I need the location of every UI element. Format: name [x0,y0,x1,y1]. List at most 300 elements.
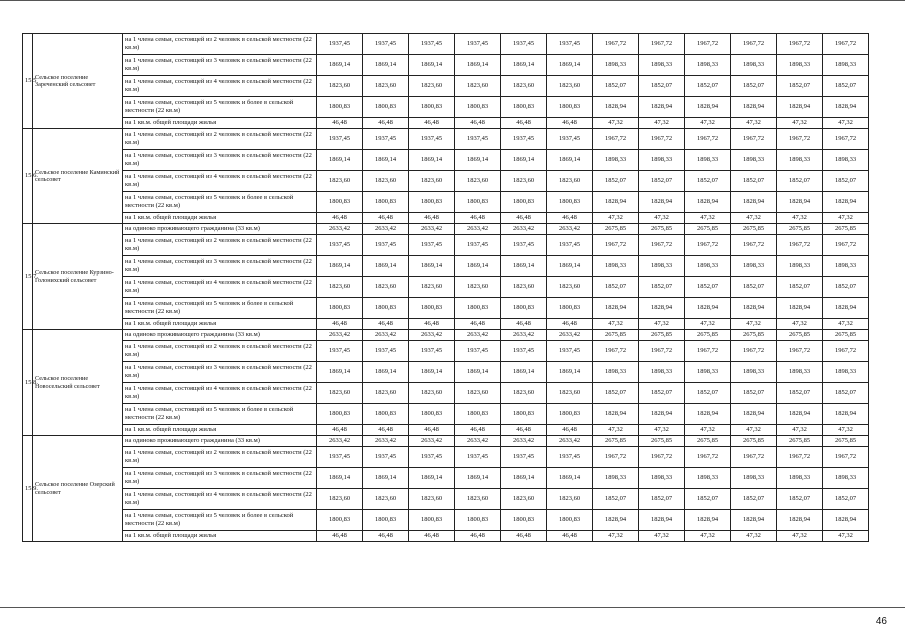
value-cell: 46,48 [409,213,455,224]
value-cell: 1828,94 [823,192,869,213]
value-cell: 1852,07 [777,277,823,298]
bottom-rule [0,607,905,608]
value-cell: 1937,45 [547,235,593,256]
table-row [23,510,869,531]
value-cell: 1967,72 [593,235,639,256]
value-cell: 46,48 [363,118,409,129]
value-cell: 1937,45 [317,341,363,362]
value-cell: 1967,72 [823,235,869,256]
value-cell: 47,32 [685,319,731,330]
value-cell: 2633,42 [455,436,501,447]
value-cell: 1898,33 [731,256,777,277]
group-number: 15.8. [23,330,33,436]
table-row [23,298,869,319]
value-cell: 1937,45 [455,235,501,256]
value-cell: 1869,14 [455,256,501,277]
value-cell: 1967,72 [685,447,731,468]
value-cell: 1869,14 [455,362,501,383]
value-cell: 1967,72 [685,341,731,362]
value-cell: 1967,72 [685,235,731,256]
value-cell: 47,32 [823,425,869,436]
value-cell: 1898,33 [823,362,869,383]
value-cell: 2633,42 [547,436,593,447]
value-cell: 1823,60 [547,171,593,192]
tariff-table [22,33,869,542]
value-cell: 1869,14 [317,256,363,277]
value-cell: 1852,07 [685,277,731,298]
value-cell: 1937,45 [501,341,547,362]
value-cell: 1967,72 [777,447,823,468]
value-cell: 1898,33 [823,55,869,76]
value-cell: 1937,45 [547,447,593,468]
value-cell: 1800,83 [455,97,501,118]
group-number: 15.6. [23,129,33,224]
value-cell: 1937,45 [363,129,409,150]
value-cell: 47,32 [685,118,731,129]
value-cell: 46,48 [501,213,547,224]
row-description: на 1 кв.м. общей площади жилья [123,425,317,436]
value-cell: 1852,07 [639,171,685,192]
value-cell: 46,48 [317,531,363,542]
value-cell: 1967,72 [823,341,869,362]
value-cell: 47,32 [731,213,777,224]
value-cell: 1852,07 [731,277,777,298]
value-cell: 1967,72 [593,341,639,362]
value-cell: 2675,85 [823,436,869,447]
value-cell: 1869,14 [363,256,409,277]
value-cell: 1937,45 [363,447,409,468]
value-cell: 2675,85 [823,330,869,341]
value-cell: 1869,14 [455,55,501,76]
value-cell: 1869,14 [409,55,455,76]
value-cell: 1852,07 [777,171,823,192]
value-cell: 1967,72 [593,447,639,468]
value-cell: 1869,14 [363,150,409,171]
value-cell: 1828,94 [593,97,639,118]
value-cell: 47,32 [777,118,823,129]
value-cell: 1823,60 [501,76,547,97]
value-cell: 1828,94 [731,192,777,213]
table-row [23,531,869,542]
value-cell: 1869,14 [363,362,409,383]
value-cell: 1852,07 [593,76,639,97]
value-cell: 1898,33 [777,150,823,171]
row-description: на 1 члена семьи, состоящей из 2 человек в сельской местности (22 кв.м) [123,34,317,55]
table-row [23,118,869,129]
value-cell: 2675,85 [593,330,639,341]
value-cell: 1828,94 [731,97,777,118]
value-cell: 46,48 [455,425,501,436]
value-cell: 1937,45 [409,129,455,150]
settlement-name: Сельское поселение Каминский сельсовет [33,129,123,224]
row-description: на 1 члена семьи, состоящей из 4 человек в сельской местности (22 кв.м) [123,277,317,298]
value-cell: 1800,83 [317,404,363,425]
value-cell: 1898,33 [777,55,823,76]
value-cell: 1852,07 [777,76,823,97]
value-cell: 46,48 [317,425,363,436]
value-cell: 2633,42 [363,330,409,341]
value-cell: 1828,94 [639,510,685,531]
value-cell: 1869,14 [409,150,455,171]
value-cell: 1898,33 [639,362,685,383]
value-cell: 2633,42 [547,224,593,235]
value-cell: 1828,94 [823,510,869,531]
value-cell: 1898,33 [639,150,685,171]
row-description: на 1 члена семьи, состоящей из 2 человек в сельской местности (22 кв.м) [123,129,317,150]
value-cell: 1869,14 [409,468,455,489]
value-cell: 1869,14 [501,468,547,489]
value-cell: 1967,72 [639,129,685,150]
value-cell: 1828,94 [731,404,777,425]
value-cell: 47,32 [639,213,685,224]
value-cell: 2675,85 [731,436,777,447]
row-description: на 1 члена семьи, состоящей из 4 человек в сельской местности (22 кв.м) [123,383,317,404]
value-cell: 1898,33 [823,468,869,489]
value-cell: 1823,60 [317,277,363,298]
value-cell: 2675,85 [777,330,823,341]
value-cell: 1800,83 [317,510,363,531]
value-cell: 46,48 [317,319,363,330]
value-cell: 1898,33 [639,55,685,76]
value-cell: 1869,14 [317,150,363,171]
value-cell: 1823,60 [501,383,547,404]
value-cell: 1800,83 [547,404,593,425]
value-cell: 1800,83 [455,404,501,425]
value-cell: 1823,60 [317,489,363,510]
value-cell: 2675,85 [731,330,777,341]
value-cell: 47,32 [823,213,869,224]
value-cell: 47,32 [777,213,823,224]
value-cell: 1937,45 [409,235,455,256]
value-cell: 47,32 [639,531,685,542]
value-cell: 1937,45 [363,34,409,55]
value-cell: 1967,72 [731,447,777,468]
value-cell: 1852,07 [639,489,685,510]
value-cell: 1898,33 [823,150,869,171]
row-description: на 1 члена семьи, состоящей из 5 человек и более в сельской местности (22 кв.м) [123,404,317,425]
value-cell: 1852,07 [777,489,823,510]
value-cell: 47,32 [777,425,823,436]
value-cell: 1967,72 [731,235,777,256]
value-cell: 1823,60 [455,171,501,192]
value-cell: 1937,45 [501,129,547,150]
value-cell: 1828,94 [593,298,639,319]
value-cell: 1898,33 [639,468,685,489]
value-cell: 1800,83 [317,298,363,319]
group-number: 15.9. [23,436,33,542]
value-cell: 1823,60 [409,171,455,192]
value-cell: 1852,07 [823,489,869,510]
value-cell: 47,32 [685,213,731,224]
value-cell: 47,32 [593,531,639,542]
value-cell: 1967,72 [823,447,869,468]
value-cell: 1828,94 [685,192,731,213]
value-cell: 2633,42 [409,436,455,447]
value-cell: 2675,85 [777,224,823,235]
value-cell: 46,48 [363,213,409,224]
value-cell: 2633,42 [317,224,363,235]
group-number: 15.5 [23,34,33,129]
value-cell: 46,48 [409,118,455,129]
value-cell: 47,32 [639,319,685,330]
value-cell: 1823,60 [317,171,363,192]
table-row [23,224,869,235]
value-cell: 1898,33 [685,150,731,171]
table-row [23,436,869,447]
value-cell: 1937,45 [455,129,501,150]
row-description: на одиноко проживающего гражданина (33 кв.м) [123,224,317,235]
value-cell: 1828,94 [639,298,685,319]
value-cell: 46,48 [409,319,455,330]
value-cell: 1898,33 [593,55,639,76]
value-cell: 1800,83 [501,510,547,531]
value-cell: 1823,60 [501,489,547,510]
value-cell: 1967,72 [639,447,685,468]
value-cell: 1898,33 [593,468,639,489]
value-cell: 1823,60 [363,277,409,298]
value-cell: 1800,83 [409,192,455,213]
value-cell: 2633,42 [455,224,501,235]
value-cell: 1898,33 [731,55,777,76]
value-cell: 2633,42 [363,436,409,447]
value-cell: 1823,60 [409,489,455,510]
value-cell: 1852,07 [685,383,731,404]
value-cell: 46,48 [501,118,547,129]
row-description: на 1 члена семьи, состоящей из 2 человек в сельской местности (22 кв.м) [123,447,317,468]
value-cell: 46,48 [501,531,547,542]
value-cell: 2633,42 [501,224,547,235]
page-number: 46 [875,616,887,627]
row-description: на 1 члена семьи, состоящей из 5 человек и более в сельской местности (22 кв.м) [123,510,317,531]
value-cell: 1869,14 [501,150,547,171]
value-cell: 1828,94 [823,404,869,425]
value-cell: 1967,72 [685,129,731,150]
value-cell: 1823,60 [455,383,501,404]
table-row [23,34,869,55]
value-cell: 47,32 [731,531,777,542]
row-description: на 1 кв.м. общей площади жилья [123,118,317,129]
table-row [23,129,869,150]
value-cell: 2675,85 [639,436,685,447]
value-cell: 47,32 [731,118,777,129]
value-cell: 1800,83 [455,298,501,319]
value-cell: 1800,83 [501,192,547,213]
value-cell: 1823,60 [501,171,547,192]
row-description: на 1 члена семьи, состоящей из 4 человек в сельской местности (22 кв.м) [123,76,317,97]
value-cell: 1898,33 [593,256,639,277]
value-cell: 2633,42 [501,436,547,447]
value-cell: 1967,72 [823,129,869,150]
value-cell: 1869,14 [455,468,501,489]
value-cell: 1898,33 [731,362,777,383]
value-cell: 1852,07 [731,171,777,192]
value-cell: 1828,94 [685,298,731,319]
value-cell: 1823,60 [409,383,455,404]
value-cell: 2633,42 [409,330,455,341]
row-description: на 1 кв.м. общей площади жилья [123,213,317,224]
value-cell: 1898,33 [777,256,823,277]
table-row [23,425,869,436]
table-row [23,97,869,118]
value-cell: 46,48 [409,531,455,542]
row-description: на 1 члена семьи, состоящей из 2 человек в сельской местности (22 кв.м) [123,235,317,256]
value-cell: 47,32 [639,425,685,436]
value-cell: 1869,14 [501,55,547,76]
value-cell: 1937,45 [317,34,363,55]
value-cell: 1828,94 [639,97,685,118]
value-cell: 1823,60 [501,277,547,298]
table-row [23,256,869,277]
value-cell: 2675,85 [639,330,685,341]
value-cell: 1967,72 [731,34,777,55]
value-cell: 1869,14 [547,150,593,171]
value-cell: 1852,07 [593,383,639,404]
value-cell: 1937,45 [547,34,593,55]
value-cell: 1898,33 [639,256,685,277]
value-cell: 2633,42 [547,330,593,341]
value-cell: 1823,60 [409,76,455,97]
value-cell: 1967,72 [823,34,869,55]
value-cell: 1869,14 [547,362,593,383]
settlement-name: Сельское поселение Курзино-Голонихский сельсовет [33,224,123,330]
value-cell: 1823,60 [317,383,363,404]
value-cell: 1828,94 [777,510,823,531]
value-cell: 1852,07 [731,489,777,510]
table-row [23,277,869,298]
table-row [23,192,869,213]
table-row [23,171,869,192]
value-cell: 2675,85 [639,224,685,235]
value-cell: 1852,07 [639,383,685,404]
value-cell: 1898,33 [777,362,823,383]
row-description: на 1 члена семьи, состоящей из 3 человек в сельской местности (22 кв.м) [123,362,317,383]
value-cell: 1800,83 [363,510,409,531]
value-cell: 46,48 [547,319,593,330]
value-cell: 1800,83 [363,404,409,425]
value-cell: 46,48 [455,531,501,542]
value-cell: 1828,94 [593,192,639,213]
value-cell: 1828,94 [639,404,685,425]
value-cell: 1828,94 [685,404,731,425]
value-cell: 1852,07 [639,76,685,97]
value-cell: 1800,83 [501,298,547,319]
value-cell: 46,48 [547,213,593,224]
value-cell: 47,32 [593,213,639,224]
value-cell: 1967,72 [593,34,639,55]
value-cell: 1800,83 [363,192,409,213]
value-cell: 46,48 [547,531,593,542]
value-cell: 47,32 [593,319,639,330]
value-cell: 1800,83 [455,192,501,213]
value-cell: 1869,14 [455,150,501,171]
value-cell: 1898,33 [777,468,823,489]
row-description: на 1 кв.м. общей площади жилья [123,319,317,330]
value-cell: 2675,85 [593,436,639,447]
value-cell: 1898,33 [593,362,639,383]
value-cell: 1852,07 [593,277,639,298]
value-cell: 46,48 [455,213,501,224]
value-cell: 1967,72 [639,34,685,55]
top-rule [0,0,905,1]
value-cell: 1828,94 [593,404,639,425]
value-cell: 1869,14 [317,55,363,76]
row-description: на 1 члена семьи, состоящей из 3 человек в сельской местности (22 кв.м) [123,468,317,489]
value-cell: 1937,45 [409,34,455,55]
value-cell: 1828,94 [777,97,823,118]
value-cell: 1937,45 [455,341,501,362]
table-row [23,383,869,404]
value-cell: 1967,72 [731,341,777,362]
value-cell: 1800,83 [317,97,363,118]
value-cell: 2675,85 [777,436,823,447]
table-row [23,489,869,510]
value-cell: 1898,33 [731,468,777,489]
table-row [23,213,869,224]
value-cell: 1852,07 [731,76,777,97]
table-row [23,319,869,330]
settlement-name: Сельское поселение Зареченский сельсовет [33,34,123,129]
value-cell: 47,32 [823,319,869,330]
value-cell: 1898,33 [685,256,731,277]
value-cell: 1898,33 [731,150,777,171]
value-cell: 1800,83 [501,404,547,425]
value-cell: 46,48 [501,425,547,436]
value-cell: 1828,94 [593,510,639,531]
value-cell: 1800,83 [409,404,455,425]
value-cell: 1823,60 [547,489,593,510]
value-cell: 1800,83 [317,192,363,213]
value-cell: 2633,42 [317,436,363,447]
value-cell: 46,48 [501,319,547,330]
value-cell: 1852,07 [823,277,869,298]
value-cell: 1937,45 [455,447,501,468]
value-cell: 1869,14 [363,55,409,76]
value-cell: 1937,45 [547,129,593,150]
value-cell: 1828,94 [823,97,869,118]
value-cell: 1852,07 [731,383,777,404]
value-cell: 1937,45 [317,129,363,150]
value-cell: 1800,83 [547,510,593,531]
value-cell: 1800,83 [363,97,409,118]
value-cell: 2675,85 [685,330,731,341]
value-cell: 1937,45 [363,235,409,256]
value-cell: 1828,94 [777,192,823,213]
value-cell: 47,32 [639,118,685,129]
value-cell: 1869,14 [363,468,409,489]
value-cell: 2633,42 [409,224,455,235]
value-cell: 46,48 [363,531,409,542]
value-cell: 46,48 [455,319,501,330]
value-cell: 1828,94 [777,298,823,319]
row-description: на 1 члена семьи, состоящей из 5 человек и более в сельской местности (22 кв.м) [123,97,317,118]
value-cell: 1800,83 [501,97,547,118]
value-cell: 1898,33 [685,362,731,383]
value-cell: 46,48 [317,213,363,224]
value-cell: 1937,45 [409,447,455,468]
value-cell: 1937,45 [317,235,363,256]
value-cell: 1898,33 [685,468,731,489]
value-cell: 1823,60 [547,76,593,97]
value-cell: 46,48 [363,319,409,330]
value-cell: 2633,42 [501,330,547,341]
value-cell: 1937,45 [317,447,363,468]
row-description: на 1 члена семьи, состоящей из 3 человек в сельской местности (22 кв.м) [123,150,317,171]
value-cell: 2633,42 [455,330,501,341]
value-cell: 1823,60 [363,489,409,510]
value-cell: 1869,14 [409,362,455,383]
value-cell: 1852,07 [685,489,731,510]
value-cell: 1967,72 [593,129,639,150]
